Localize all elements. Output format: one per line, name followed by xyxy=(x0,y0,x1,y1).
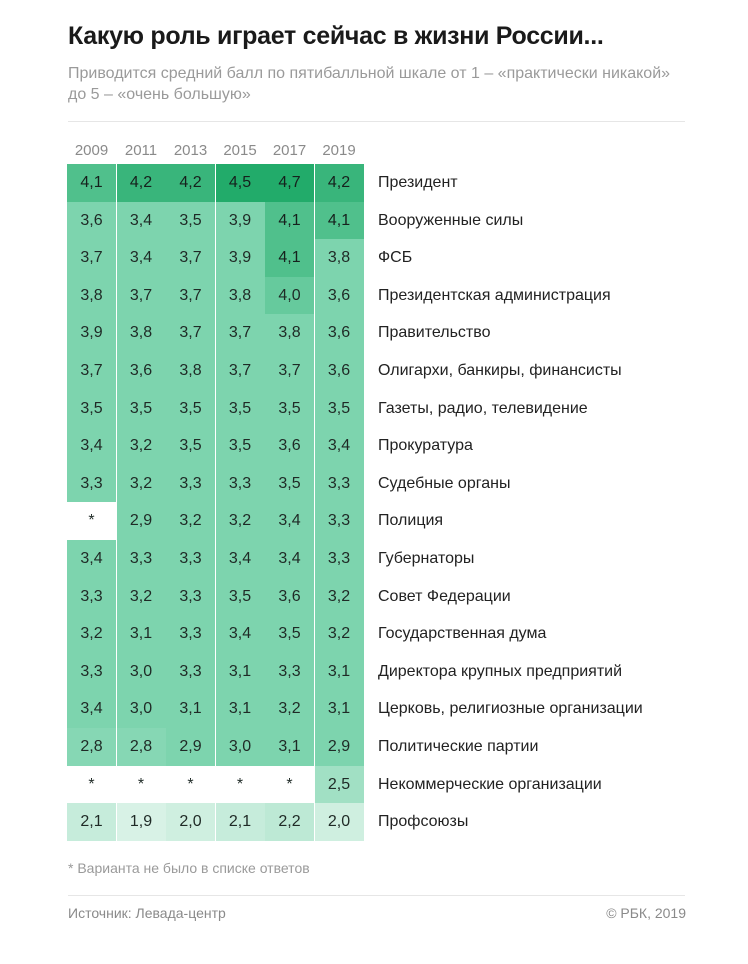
heatmap-cell: 3,8 xyxy=(166,352,215,390)
heatmap-cell: 3,2 xyxy=(216,502,265,540)
heatmap-cell: 3,2 xyxy=(315,578,364,616)
table-row xyxy=(67,690,364,728)
heatmap-cell: 3,7 xyxy=(67,352,116,390)
heatmap-cell: 3,3 xyxy=(166,465,215,503)
top-divider xyxy=(68,121,685,122)
heatmap-cell: 3,4 xyxy=(216,540,265,578)
row-label: ФСБ xyxy=(378,249,413,267)
copyright: © РБК, 2019 xyxy=(606,905,686,921)
heatmap-cell: 3,6 xyxy=(315,277,364,315)
table-row xyxy=(67,766,364,804)
table-row xyxy=(67,540,364,578)
table-row xyxy=(67,202,364,240)
heatmap-cell: 3,0 xyxy=(117,653,166,691)
heatmap-cell: 2,8 xyxy=(117,728,166,766)
row-label: Совет Федерации xyxy=(378,587,511,605)
heatmap-cell: 2,8 xyxy=(67,728,116,766)
heatmap-cell: * xyxy=(67,766,116,804)
heatmap-cell: 3,8 xyxy=(216,277,265,315)
heatmap-cell: 3,5 xyxy=(216,427,265,465)
row-label: Директора крупных предприятий xyxy=(378,662,623,680)
heatmap-cell: 3,2 xyxy=(117,427,166,465)
row-label: Прокуратура xyxy=(378,437,473,455)
heatmap-cell: 3,6 xyxy=(315,352,364,390)
table-row xyxy=(67,352,364,390)
heatmap-cell: 2,9 xyxy=(315,728,364,766)
heatmap-cell: 3,3 xyxy=(315,465,364,503)
heatmap-cell: 3,7 xyxy=(216,352,265,390)
year-header: 2015 xyxy=(223,142,257,159)
row-label: Политические партии xyxy=(378,738,539,755)
year-header: 2013 xyxy=(173,142,208,159)
heatmap-cell: * xyxy=(67,502,116,540)
table-row xyxy=(67,390,364,428)
heatmap-cell: 3,2 xyxy=(315,615,364,653)
heatmap-cell: 3,3 xyxy=(117,540,166,578)
row-label: Государственная дума xyxy=(378,625,547,643)
table-row xyxy=(67,803,364,841)
heatmap-cell: 4,2 xyxy=(117,164,166,202)
table-row xyxy=(67,277,364,315)
heatmap-cell: 3,7 xyxy=(166,314,215,352)
footnote: * Варианта не было в списке ответов xyxy=(68,860,310,876)
chart-title: Какую роль играет сейчас в жизни России... xyxy=(68,22,604,50)
heatmap-cell: 3,5 xyxy=(117,390,166,428)
row-label: Полиция xyxy=(378,512,444,530)
heatmap-cell: 4,1 xyxy=(67,164,116,202)
heatmap-cell: 3,9 xyxy=(216,202,265,240)
heatmap-cell: 3,3 xyxy=(315,502,364,540)
table-row xyxy=(67,502,364,540)
heatmap-cell: 3,6 xyxy=(315,314,364,352)
heatmap-cell: 4,5 xyxy=(216,164,265,202)
heatmap-cell: 3,6 xyxy=(265,427,314,465)
heatmap-cell: 3,4 xyxy=(216,615,265,653)
year-header: 2019 xyxy=(322,142,356,159)
heatmap-cell: 3,4 xyxy=(117,239,166,277)
heatmap-cell: 2,9 xyxy=(166,728,215,766)
heatmap-cell: 3,3 xyxy=(166,653,215,691)
heatmap-cell: 3,1 xyxy=(216,690,265,728)
heatmap-cell: 3,5 xyxy=(216,578,265,616)
heatmap-cell: 3,4 xyxy=(67,690,116,728)
row-label: Олигархи, банкиры, финансисты xyxy=(378,362,622,379)
row-label: Губернаторы xyxy=(378,550,475,567)
source-note: Источник: Левада-центр xyxy=(68,905,226,921)
heatmap-cell: 4,7 xyxy=(265,164,314,202)
heatmap-cell: 3,4 xyxy=(315,427,364,465)
heatmap-cell: 2,0 xyxy=(166,803,215,841)
heatmap-cell: 3,3 xyxy=(216,465,265,503)
row-label: Правительство xyxy=(378,324,491,342)
heatmap-cell: 3,7 xyxy=(166,277,215,315)
heatmap-cell: 3,5 xyxy=(166,427,215,465)
heatmap-cell: 3,1 xyxy=(315,690,364,728)
heatmap-cell: 3,0 xyxy=(216,728,265,766)
heatmap-cell: * xyxy=(166,766,215,804)
table-row xyxy=(67,239,364,277)
heatmap-cell: 3,7 xyxy=(265,352,314,390)
heatmap-cell: 3,9 xyxy=(216,239,265,277)
heatmap-cell: 3,7 xyxy=(166,239,215,277)
heatmap-cell: 3,4 xyxy=(67,540,116,578)
heatmap-cell: 3,1 xyxy=(216,653,265,691)
table-row xyxy=(67,164,364,202)
heatmap-cell: 3,3 xyxy=(67,578,116,616)
table-row xyxy=(67,653,364,691)
row-label: Судебные органы xyxy=(378,474,511,492)
heatmap-cell: 3,5 xyxy=(166,390,215,428)
table-row xyxy=(67,314,364,352)
year-header: 2009 xyxy=(74,142,109,159)
heatmap-cell: 3,8 xyxy=(315,239,364,277)
heatmap-cell: 2,1 xyxy=(67,803,116,841)
heatmap-cell: 3,1 xyxy=(265,728,314,766)
heatmap-cell: 3,2 xyxy=(117,465,166,503)
table-row xyxy=(67,465,364,503)
row-label: Профсоюзы xyxy=(378,813,469,831)
heatmap-cell: 3,6 xyxy=(265,578,314,616)
heatmap-cell: 3,2 xyxy=(67,615,116,653)
heatmap-cell: 3,7 xyxy=(216,314,265,352)
heatmap-cell: 3,3 xyxy=(265,653,314,691)
heatmap-cell: 2,1 xyxy=(216,803,265,841)
heatmap-cell: 3,9 xyxy=(67,314,116,352)
heatmap-cell: 3,2 xyxy=(265,690,314,728)
table-row xyxy=(67,427,364,465)
heatmap-cell: 3,5 xyxy=(265,465,314,503)
chart-subtitle: Приводится средний балл по пятибалльной шкале от 1 – «практически никакой» до 5 – «очень большую» xyxy=(68,65,671,103)
heatmap-cell: 2,9 xyxy=(117,502,166,540)
heatmap-cell: 4,1 xyxy=(265,202,314,240)
heatmap-cell: 3,5 xyxy=(67,390,116,428)
heatmap-cell: 3,1 xyxy=(315,653,364,691)
heatmap-cell: 4,1 xyxy=(265,239,314,277)
heatmap-cell: 4,2 xyxy=(166,164,215,202)
heatmap-cell: 3,5 xyxy=(216,390,265,428)
heatmap-cell: 3,0 xyxy=(117,690,166,728)
heatmap-cell: 4,1 xyxy=(315,202,364,240)
row-label: Вооруженные силы xyxy=(378,211,524,229)
heatmap-cell: 3,1 xyxy=(166,690,215,728)
heatmap-cell: 3,5 xyxy=(265,390,314,428)
heatmap-cell: 3,2 xyxy=(117,578,166,616)
heatmap-cell: 4,2 xyxy=(315,164,364,202)
heatmap-cell: * xyxy=(117,766,166,804)
heatmap-cell: 3,8 xyxy=(67,277,116,315)
row-label: Президент xyxy=(378,174,458,191)
heatmap-cell: 3,8 xyxy=(117,314,166,352)
heatmap-cell: 3,6 xyxy=(117,352,166,390)
heatmap-cell: 2,0 xyxy=(315,803,364,841)
heatmap-cell: 3,5 xyxy=(166,202,215,240)
heatmap-cell: 3,8 xyxy=(265,314,314,352)
heatmap-cell: 3,4 xyxy=(67,427,116,465)
heatmap-cell: * xyxy=(265,766,314,804)
heatmap-cell: 3,4 xyxy=(265,540,314,578)
row-label: Церковь, религиозные организации xyxy=(378,700,643,718)
heatmap-cell: 3,3 xyxy=(67,465,116,503)
heatmap-cell: 3,5 xyxy=(315,390,364,428)
table-row xyxy=(67,578,364,616)
heatmap-cell: 3,2 xyxy=(166,502,215,540)
heatmap-cell: 3,3 xyxy=(315,540,364,578)
row-label: Президентская администрация xyxy=(378,286,611,304)
heatmap-cell: 3,7 xyxy=(67,239,116,277)
heatmap-cell: 3,6 xyxy=(67,202,116,240)
bottom-divider xyxy=(68,895,685,896)
heatmap-cell: 2,2 xyxy=(265,803,314,841)
heatmap-cell: 3,1 xyxy=(117,615,166,653)
year-header: 2011 xyxy=(124,142,158,159)
heatmap-cell: 3,3 xyxy=(166,540,215,578)
row-label: Некоммерческие организации xyxy=(378,775,602,793)
heatmap-cell: 3,3 xyxy=(166,615,215,653)
heatmap-cell: 3,3 xyxy=(166,578,215,616)
heatmap-cell: 3,7 xyxy=(117,277,166,315)
heatmap-cell: 4,0 xyxy=(265,277,314,315)
table-row xyxy=(67,728,364,766)
row-label: Газеты, радио, телевидение xyxy=(378,399,588,417)
heatmap-cell: 1,9 xyxy=(117,803,166,841)
heatmap-cell: * xyxy=(216,766,265,804)
table-row xyxy=(67,615,364,653)
heatmap-cell: 3,5 xyxy=(265,615,314,653)
heatmap-cell: 3,3 xyxy=(67,653,116,691)
heatmap-cell: 3,4 xyxy=(117,202,166,240)
heatmap-cell: 3,4 xyxy=(265,502,314,540)
year-header: 2017 xyxy=(272,142,307,159)
heatmap-cell: 2,5 xyxy=(315,766,364,804)
